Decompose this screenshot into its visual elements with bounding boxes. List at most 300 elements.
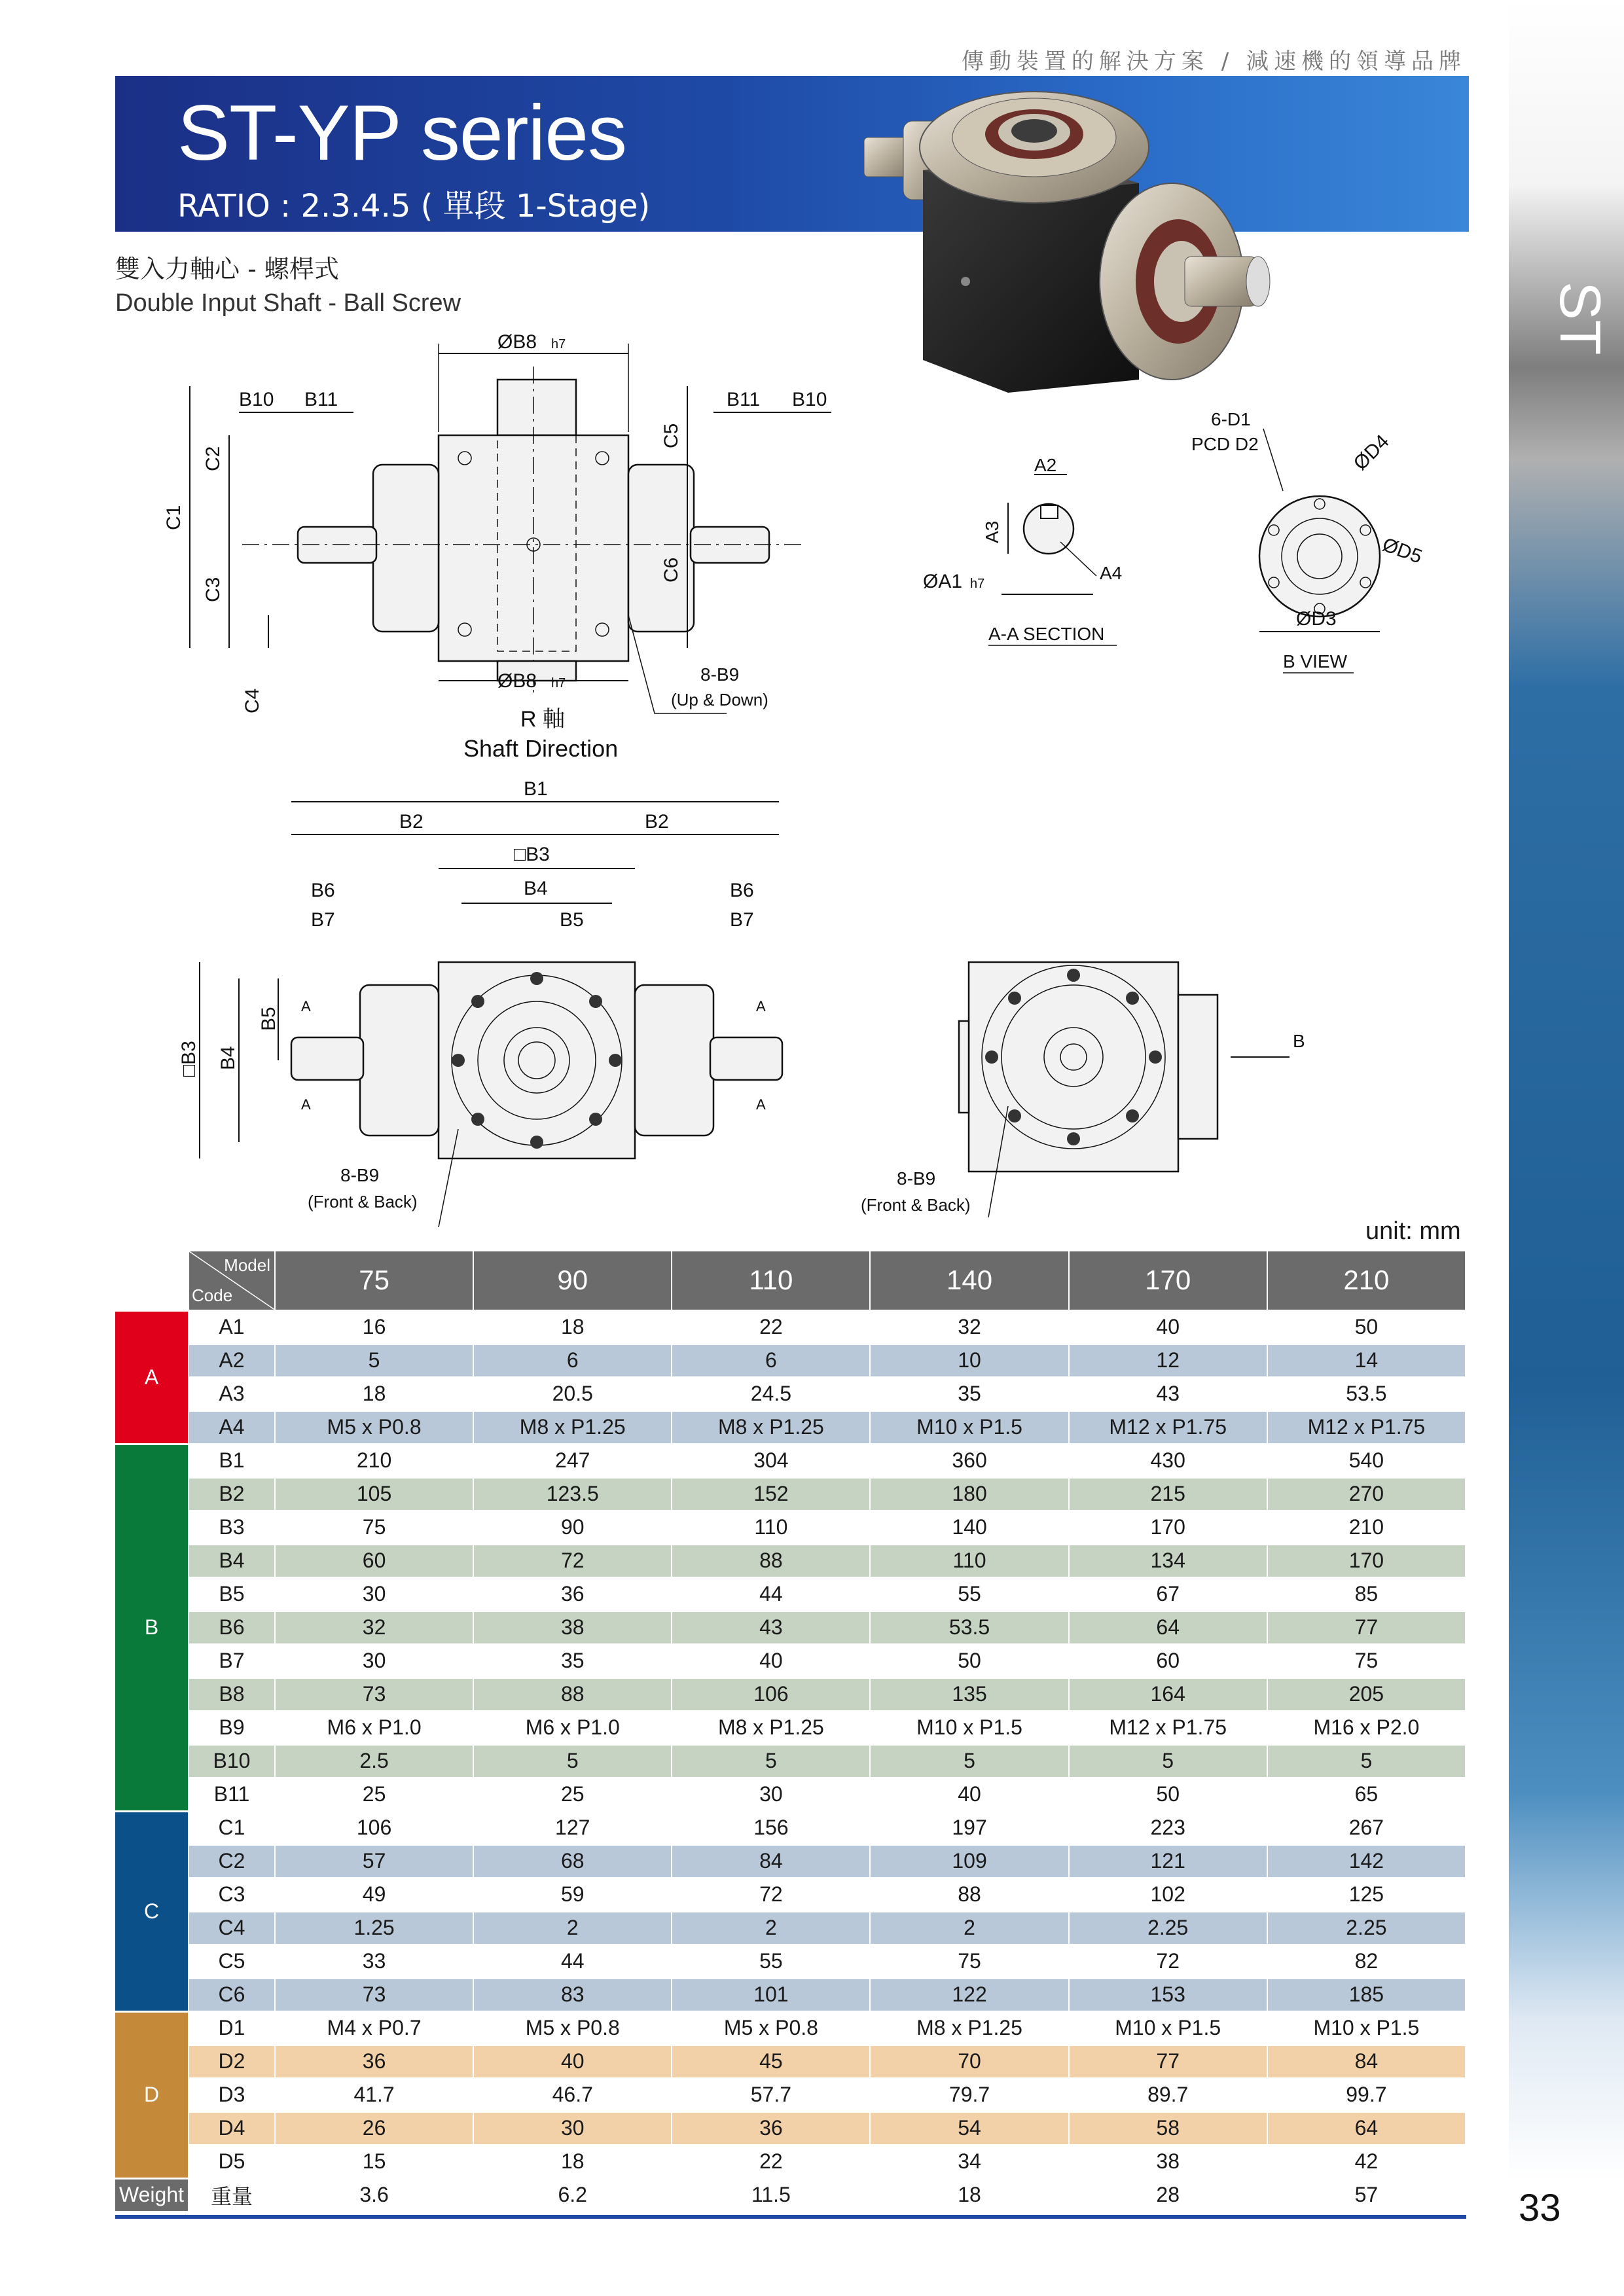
value-cell: 18 <box>473 2145 672 2178</box>
value-cell: M8 x P1.25 <box>672 1410 870 1444</box>
value-cell: 142 <box>1267 1844 1466 1878</box>
value-cell: 50 <box>1069 1778 1267 1811</box>
value-cell: 6 <box>473 1344 672 1377</box>
table-row <box>115 1878 1466 1911</box>
value-cell: M8 x P1.25 <box>870 2011 1068 2045</box>
value-cell: 170 <box>1069 1511 1267 1544</box>
model-label: Model <box>224 1255 270 1275</box>
value-cell: 106 <box>672 1677 870 1711</box>
value-cell: 215 <box>1069 1477 1267 1511</box>
a-mark-top-left: A <box>301 998 311 1014</box>
weight-value-cell: 11.5 <box>672 2178 870 2212</box>
a1-label: ØA1 <box>923 571 963 592</box>
value-cell: 125 <box>1267 1878 1466 1911</box>
value-cell: 6 <box>672 1344 870 1377</box>
value-cell: 75 <box>275 1511 473 1544</box>
value-cell: 85 <box>1267 1577 1466 1611</box>
value-cell: 26 <box>275 2111 473 2145</box>
value-cell: 60 <box>275 1544 473 1577</box>
value-cell: 210 <box>1267 1511 1466 1544</box>
a3-label: A3 <box>982 520 1002 543</box>
c1-label: C1 <box>163 505 185 530</box>
a2-label: A2 <box>1034 455 1057 475</box>
value-cell: 45 <box>672 2045 870 2078</box>
value-cell: 223 <box>1069 1811 1267 1844</box>
b2-right-label: B2 <box>645 811 669 833</box>
weight-code: 重量 <box>189 2178 275 2212</box>
code-cell: D2 <box>189 2045 275 2078</box>
a-mark-bottom-right: A <box>756 1096 766 1113</box>
value-cell: 170 <box>1267 1544 1466 1577</box>
weight-value-cell: 3.6 <box>275 2178 473 2212</box>
b8-top-label: ØB8 <box>497 331 537 353</box>
value-cell: M8 x P1.25 <box>672 1711 870 1744</box>
code-cell: B8 <box>189 1677 275 1711</box>
table-row <box>115 1477 1466 1511</box>
code-label: Code <box>192 1285 233 1305</box>
value-cell: 57 <box>275 1844 473 1878</box>
value-cell: 64 <box>1069 1611 1267 1644</box>
c6-label: C6 <box>660 557 682 583</box>
model-210-header: 210 <box>1267 1251 1466 1310</box>
b4-label: B4 <box>524 878 548 899</box>
value-cell: 18 <box>473 1310 672 1344</box>
model-170-header: 170 <box>1069 1251 1267 1310</box>
value-cell: 304 <box>672 1444 870 1477</box>
value-cell: 110 <box>672 1511 870 1544</box>
value-cell: 77 <box>1267 1611 1466 1644</box>
weight-value-cell: 28 <box>1069 2178 1267 2212</box>
table-corner <box>115 1251 189 1310</box>
value-cell: M6 x P1.0 <box>473 1711 672 1744</box>
value-cell: 70 <box>870 2045 1068 2078</box>
pcd-d2-label: PCD D2 <box>1191 434 1259 454</box>
value-cell: 20.5 <box>473 1377 672 1410</box>
weight-row <box>115 2178 1466 2212</box>
value-cell: 156 <box>672 1811 870 1844</box>
value-cell: 58 <box>1069 2111 1267 2145</box>
subtitle-english: Double Input Shaft - Ball Screw <box>115 289 461 317</box>
table-row <box>115 1444 1466 1477</box>
code-cell: D5 <box>189 2145 275 2178</box>
value-cell: 32 <box>870 1310 1068 1344</box>
value-cell: 1.25 <box>275 1911 473 1945</box>
b7-left-label: B7 <box>311 909 335 931</box>
table-row <box>115 1344 1466 1377</box>
value-cell: 122 <box>870 1978 1068 2011</box>
value-cell: 88 <box>672 1544 870 1577</box>
group-label-a: A <box>115 1310 189 1444</box>
b8-bottom-h7: h7 <box>551 676 566 691</box>
value-cell: M10 x P1.5 <box>870 1711 1068 1744</box>
product-image <box>857 85 1276 399</box>
value-cell: 5 <box>473 1744 672 1778</box>
a1-h7: h7 <box>970 577 985 591</box>
b-mark: B <box>1293 1031 1305 1051</box>
value-cell: 270 <box>1267 1477 1466 1511</box>
value-cell: M12 x P1.75 <box>1069 1410 1267 1444</box>
value-cell: 152 <box>672 1477 870 1511</box>
b5-label: B5 <box>560 909 584 931</box>
value-cell: 40 <box>672 1644 870 1677</box>
value-cell: 140 <box>870 1511 1068 1544</box>
value-cell: M5 x P0.8 <box>275 1410 473 1444</box>
value-cell: 32 <box>275 1611 473 1644</box>
group-label-b: B <box>115 1444 189 1811</box>
value-cell: 164 <box>1069 1677 1267 1711</box>
value-cell: 41.7 <box>275 2078 473 2111</box>
c3-label: C3 <box>202 577 224 602</box>
value-cell: 53.5 <box>1267 1377 1466 1410</box>
value-cell: 99.7 <box>1267 2078 1466 2111</box>
value-cell: 72 <box>1069 1945 1267 1978</box>
value-cell: M8 x P1.25 <box>473 1410 672 1444</box>
b-view-label: B VIEW <box>1283 651 1348 672</box>
value-cell: 88 <box>473 1677 672 1711</box>
value-cell: 90 <box>473 1511 672 1544</box>
value-cell: 36 <box>672 2111 870 2145</box>
b1-label: B1 <box>524 778 548 800</box>
model-code-header <box>189 1251 275 1310</box>
value-cell: 5 <box>275 1344 473 1377</box>
value-cell: M6 x P1.0 <box>275 1711 473 1744</box>
value-cell: 2 <box>870 1911 1068 1945</box>
value-cell: 22 <box>672 1310 870 1344</box>
bottom-rule <box>115 2215 1466 2219</box>
value-cell: 5 <box>1069 1744 1267 1778</box>
shaft-direction-label: Shaft Direction <box>463 735 619 762</box>
value-cell: 12 <box>1069 1344 1267 1377</box>
value-cell: 102 <box>1069 1878 1267 1911</box>
value-cell: 77 <box>1069 2045 1267 2078</box>
c5-label: C5 <box>660 423 682 448</box>
value-cell: 360 <box>870 1444 1068 1477</box>
value-cell: 16 <box>275 1310 473 1344</box>
a-mark-bottom-left: A <box>301 1096 311 1113</box>
code-cell: B2 <box>189 1477 275 1511</box>
b6-left-label: B6 <box>311 880 335 901</box>
table-row <box>115 1945 1466 1978</box>
table-row <box>115 1711 1466 1744</box>
frontback-right-note: (Front & Back) <box>861 1195 971 1215</box>
top-view-drawing <box>151 327 838 785</box>
brand-tagline: 傳動裝置的解決方案 / 減速機的領導品牌 <box>961 48 1466 75</box>
code-cell: B3 <box>189 1511 275 1544</box>
b9-updown-label: 8-B9 <box>700 664 740 685</box>
code-cell: D4 <box>189 2111 275 2145</box>
value-cell: 89.7 <box>1069 2078 1267 2111</box>
value-cell: 82 <box>1267 1945 1466 1978</box>
value-cell: 153 <box>1069 1978 1267 2011</box>
table-row <box>115 1744 1466 1778</box>
code-cell: A3 <box>189 1377 275 1410</box>
code-cell: C1 <box>189 1811 275 1844</box>
b8-bottom-label: ØB8 <box>497 670 537 692</box>
value-cell: 2.25 <box>1069 1911 1267 1945</box>
value-cell: 72 <box>672 1878 870 1911</box>
value-cell: 110 <box>870 1544 1068 1577</box>
value-cell: 55 <box>672 1945 870 1978</box>
c4-label: C4 <box>242 688 263 713</box>
value-cell: M4 x P0.7 <box>275 2011 473 2045</box>
value-cell: 73 <box>275 1978 473 2011</box>
value-cell: 60 <box>1069 1644 1267 1677</box>
value-cell: 30 <box>672 1778 870 1811</box>
value-cell: 50 <box>1267 1310 1466 1344</box>
table-row <box>115 1577 1466 1611</box>
value-cell: 25 <box>275 1778 473 1811</box>
value-cell: 34 <box>870 2145 1068 2178</box>
value-cell: 30 <box>275 1577 473 1611</box>
b9-frontback-right: 8-B9 <box>897 1168 936 1189</box>
value-cell: 84 <box>672 1844 870 1878</box>
table-row <box>115 2045 1466 2078</box>
value-cell: 2.5 <box>275 1744 473 1778</box>
value-cell: 101 <box>672 1978 870 2011</box>
value-cell: 24.5 <box>672 1377 870 1410</box>
side-view-drawing <box>851 942 1348 1230</box>
table-row <box>115 1811 1466 1844</box>
table-row <box>115 1978 1466 2011</box>
code-cell: A2 <box>189 1344 275 1377</box>
b6-right-label: B6 <box>730 880 754 901</box>
value-cell: 14 <box>1267 1344 1466 1377</box>
value-cell: 540 <box>1267 1444 1466 1477</box>
weight-value-cell: 6.2 <box>473 2178 672 2212</box>
value-cell: 106 <box>275 1811 473 1844</box>
value-cell: 36 <box>473 1577 672 1611</box>
value-cell: 38 <box>1069 2145 1267 2178</box>
value-cell: 57.7 <box>672 2078 870 2111</box>
b11-left-label: B11 <box>304 389 338 410</box>
weight-value-cell: 57 <box>1267 2178 1466 2212</box>
value-cell: 2 <box>672 1911 870 1945</box>
value-cell: 68 <box>473 1844 672 1878</box>
value-cell: 38 <box>473 1611 672 1644</box>
value-cell: 205 <box>1267 1677 1466 1711</box>
b-view-drawing <box>1191 399 1466 674</box>
code-cell: C3 <box>189 1878 275 1911</box>
model-90-header: 90 <box>473 1251 672 1310</box>
value-cell: 109 <box>870 1844 1068 1878</box>
b9-frontback-left: 8-B9 <box>340 1165 380 1185</box>
value-cell: 247 <box>473 1444 672 1477</box>
table-row <box>115 1377 1466 1410</box>
page-title: ST-YP series <box>177 89 627 177</box>
value-cell: 40 <box>870 1778 1068 1811</box>
b9-updown-note: (Up & Down) <box>671 690 768 709</box>
value-cell: 55 <box>870 1577 1068 1611</box>
b7-right-label: B7 <box>730 909 754 931</box>
d3-label: ØD3 <box>1296 608 1337 630</box>
b3-side-label: □B3 <box>178 1041 200 1077</box>
spec-table-body <box>115 1310 1466 2212</box>
value-cell: 15 <box>275 2145 473 2178</box>
unit-label: unit: mm <box>1365 1217 1461 1245</box>
value-cell: 185 <box>1267 1978 1466 2011</box>
value-cell: 79.7 <box>870 2078 1068 2111</box>
value-cell: 53.5 <box>870 1611 1068 1644</box>
table-row <box>115 1644 1466 1677</box>
code-cell: B7 <box>189 1644 275 1677</box>
table-row <box>115 1511 1466 1544</box>
value-cell: 49 <box>275 1878 473 1911</box>
model-140-header: 140 <box>870 1251 1068 1310</box>
value-cell: 5 <box>672 1744 870 1778</box>
value-cell: 36 <box>275 2045 473 2078</box>
ratio-label: RATIO : 2.3.4.5 ( 單段 1-Stage) <box>177 188 651 224</box>
table-row <box>115 1410 1466 1444</box>
value-cell: 5 <box>870 1744 1068 1778</box>
value-cell: 267 <box>1267 1811 1466 1844</box>
table-row <box>115 1911 1466 1945</box>
b3-label: □B3 <box>514 844 550 865</box>
value-cell: M10 x P1.5 <box>1267 2011 1466 2045</box>
value-cell: 72 <box>473 1544 672 1577</box>
table-row <box>115 1310 1466 1344</box>
table-row <box>115 2078 1466 2111</box>
code-cell: B1 <box>189 1444 275 1477</box>
value-cell: 44 <box>473 1945 672 1978</box>
code-cell: B9 <box>189 1711 275 1744</box>
code-cell: D3 <box>189 2078 275 2111</box>
value-cell: 84 <box>1267 2045 1466 2078</box>
value-cell: 105 <box>275 1477 473 1511</box>
value-cell: 30 <box>473 2111 672 2145</box>
code-cell: B11 <box>189 1778 275 1811</box>
code-cell: B6 <box>189 1611 275 1644</box>
b2-left-label: B2 <box>399 811 424 833</box>
value-cell: 59 <box>473 1878 672 1911</box>
a4-label: A4 <box>1100 563 1123 583</box>
d4-label: ØD4 <box>1349 430 1394 475</box>
value-cell: 75 <box>870 1945 1068 1978</box>
b8-top-h7: h7 <box>551 337 566 351</box>
value-cell: 65 <box>1267 1778 1466 1811</box>
value-cell: 135 <box>870 1677 1068 1711</box>
value-cell: 88 <box>870 1878 1068 1911</box>
value-cell: 180 <box>870 1477 1068 1511</box>
value-cell: 121 <box>1069 1844 1267 1878</box>
b5-side-label: B5 <box>258 1007 280 1031</box>
value-cell: 54 <box>870 2111 1068 2145</box>
value-cell: 42 <box>1267 2145 1466 2178</box>
value-cell: M5 x P0.8 <box>672 2011 870 2045</box>
value-cell: 35 <box>870 1377 1068 1410</box>
front-view-drawing <box>151 769 818 1227</box>
value-cell: 134 <box>1069 1544 1267 1577</box>
value-cell: 22 <box>672 2145 870 2178</box>
code-cell: C2 <box>189 1844 275 1878</box>
side-tab-label: ST <box>1548 281 1613 355</box>
value-cell: 33 <box>275 1945 473 1978</box>
value-cell: 83 <box>473 1978 672 2011</box>
r-axis-label: R 軸 <box>520 707 565 732</box>
table-row <box>115 1778 1466 1811</box>
a-mark-top-right: A <box>756 998 766 1014</box>
value-cell: 18 <box>275 1377 473 1410</box>
value-cell: 43 <box>672 1611 870 1644</box>
value-cell: M10 x P1.5 <box>1069 2011 1267 2045</box>
value-cell: 35 <box>473 1644 672 1677</box>
table-row <box>115 2145 1466 2178</box>
value-cell: 44 <box>672 1577 870 1611</box>
value-cell: 75 <box>1267 1644 1466 1677</box>
b11-right-label: B11 <box>727 389 761 410</box>
specification-table <box>115 1251 1466 2213</box>
aa-section-label: A-A SECTION <box>988 624 1105 644</box>
value-cell: 40 <box>473 2045 672 2078</box>
value-cell: 73 <box>275 1677 473 1711</box>
table-row <box>115 2011 1466 2045</box>
side-section-tab <box>1509 0 1624 2296</box>
code-cell: C6 <box>189 1978 275 2011</box>
code-cell: A1 <box>189 1310 275 1344</box>
code-cell: B10 <box>189 1744 275 1778</box>
frontback-left-note: (Front & Back) <box>308 1192 418 1211</box>
code-cell: B5 <box>189 1577 275 1611</box>
page-number: 33 <box>1519 2187 1561 2229</box>
value-cell: M10 x P1.5 <box>870 1410 1068 1444</box>
value-cell: 210 <box>275 1444 473 1477</box>
value-cell: 50 <box>870 1644 1068 1677</box>
aa-section-drawing <box>910 445 1159 655</box>
c2-label: C2 <box>202 446 224 471</box>
code-cell: C5 <box>189 1945 275 1978</box>
d5-label: ØD5 <box>1379 533 1425 568</box>
value-cell: M16 x P2.0 <box>1267 1711 1466 1744</box>
table-row <box>115 1544 1466 1577</box>
b4-side-label: B4 <box>217 1046 239 1070</box>
group-label-d: D <box>115 2011 189 2178</box>
value-cell: M5 x P0.8 <box>473 2011 672 2045</box>
value-cell: M12 x P1.75 <box>1267 1410 1466 1444</box>
value-cell: 10 <box>870 1344 1068 1377</box>
value-cell: 2.25 <box>1267 1911 1466 1945</box>
value-cell: 25 <box>473 1778 672 1811</box>
value-cell: 197 <box>870 1811 1068 1844</box>
b10-right-label: B10 <box>792 389 827 410</box>
model-110-header: 110 <box>672 1251 870 1310</box>
weight-value-cell: 18 <box>870 2178 1068 2212</box>
value-cell: 67 <box>1069 1577 1267 1611</box>
value-cell: 5 <box>1267 1744 1466 1778</box>
model-75-header: 75 <box>275 1251 473 1310</box>
value-cell: 40 <box>1069 1310 1267 1344</box>
value-cell: 46.7 <box>473 2078 672 2111</box>
d1-label: 6-D1 <box>1211 409 1251 429</box>
value-cell: 127 <box>473 1811 672 1844</box>
table-row <box>115 1677 1466 1711</box>
table-row <box>115 1844 1466 1878</box>
code-cell: D1 <box>189 2011 275 2045</box>
subtitle-chinese: 雙入力軸心 - 螺桿式 <box>115 255 339 283</box>
value-cell: 43 <box>1069 1377 1267 1410</box>
value-cell: M12 x P1.75 <box>1069 1711 1267 1744</box>
value-cell: 64 <box>1267 2111 1466 2145</box>
value-cell: 30 <box>275 1644 473 1677</box>
table-row <box>115 2111 1466 2145</box>
table-row <box>115 1611 1466 1644</box>
weight-label: Weight <box>115 2178 189 2212</box>
value-cell: 123.5 <box>473 1477 672 1511</box>
code-cell: B4 <box>189 1544 275 1577</box>
value-cell: 2 <box>473 1911 672 1945</box>
code-cell: C4 <box>189 1911 275 1945</box>
value-cell: 430 <box>1069 1444 1267 1477</box>
group-label-c: C <box>115 1811 189 2011</box>
code-cell: A4 <box>189 1410 275 1444</box>
